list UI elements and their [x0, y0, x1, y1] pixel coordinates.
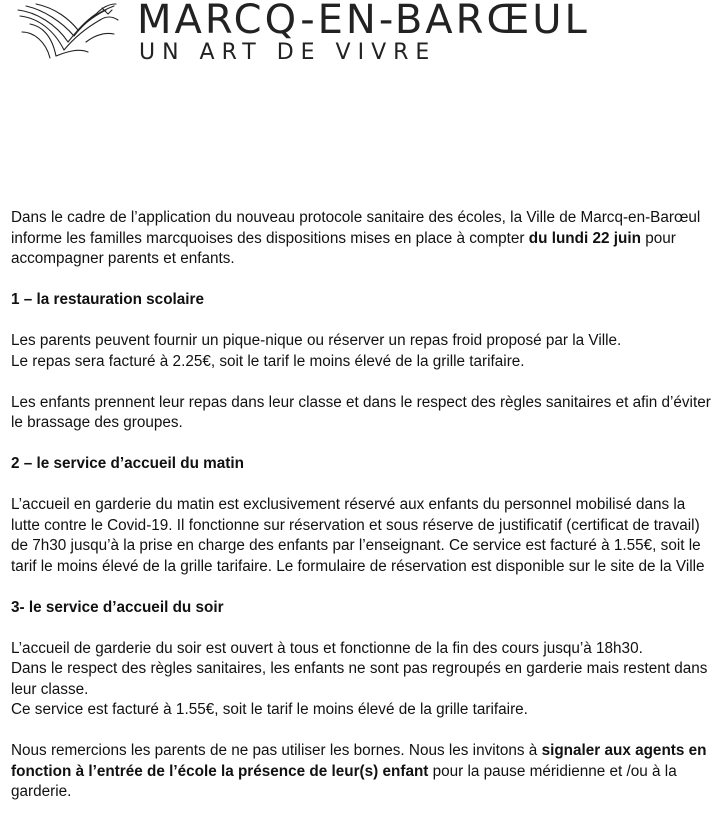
- intro-date-bold: du lundi 22 juin: [528, 229, 641, 247]
- section-1-heading: [11, 290, 711, 311]
- section-1-line-2: Le repas sera facturé à 2.25€, soit le tarif le moins élevé de la grille tarifaire.: [11, 352, 525, 370]
- section-2-heading-text: 2 – le service d’accueil du matin: [11, 455, 244, 472]
- section-3-line-1: L’accueil de garderie du soir est ouvert à tous et fonctionne de la fin des cours jusqu’à 18h30.: [11, 639, 643, 657]
- section-2-paragraph: L’accueil en garderie du matin est exclusivement réservé aux enfants du personnel mobilisé dans la lutte contre le Covid-19. Il fonctionne sur réservation et sous réserve de justificatif (certificat de travail) de 7h30 jusqu’à la prise en charge des enfants par l’enseignant. Ce service est facturé à 1.55€, soit le tarif le moins élevé de la grille tarifaire. Le formulaire de réservation est disponible sur le site de la Ville: [11, 496, 705, 575]
- section-1-paragraph-2: Les enfants prennent leur repas dans leur classe et dans le respect des règles sanitaires et afin d’éviter le brassage des groupes.: [11, 393, 711, 431]
- intro-text-2: pour accompagner parents et enfants.: [11, 229, 676, 267]
- section-2-heading: [11, 454, 711, 475]
- brand-title: MARCQ-EN-BARŒUL: [137, 0, 590, 43]
- section-1-line-1: Les parents peuvent fournir un pique-nique ou réserver un repas froid proposé par la Ville.: [11, 332, 622, 349]
- header: [0, 0, 720, 80]
- closing-text-2: pour la pause méridienne et /ou à la garderie.: [11, 762, 677, 800]
- closing-bold-text: signaler aux agents en fonction à l’entrée de l’école la présence de leur(s) enfant: [11, 742, 707, 780]
- section-3-line-2: Dans le respect des règles sanitaires, les enfants ne sont pas regroupés en garderie mais restent dans leur classe.: [11, 660, 708, 698]
- intro-paragraph: [11, 208, 711, 270]
- section-3-heading-text: 3- le service d’accueil du soir: [11, 598, 224, 616]
- section-3-heading: [11, 598, 711, 619]
- document-body: [11, 208, 711, 803]
- brand-subtitle: UN ART DE VIVRE: [139, 40, 437, 65]
- section-1-heading-text: 1 – la restauration scolaire: [11, 291, 205, 308]
- closing-paragraph: [11, 741, 711, 803]
- intro-text-1: Dans le cadre de l’application du nouveau protocole sanitaire des écoles, la Ville de Marcq-en-Barœul informe les familles marcquoises des dispositions mises en place à compter: [11, 209, 701, 247]
- closing-text-1: Nous remercions les parents de ne pas utiliser les bornes. Nous les invitons à: [11, 742, 542, 759]
- horse-line-art-icon: [16, 2, 120, 60]
- section-3-line-3: Ce service est facturé à 1.55€, soit le tarif le moins élevé de la grille tarifaire.: [11, 701, 528, 718]
